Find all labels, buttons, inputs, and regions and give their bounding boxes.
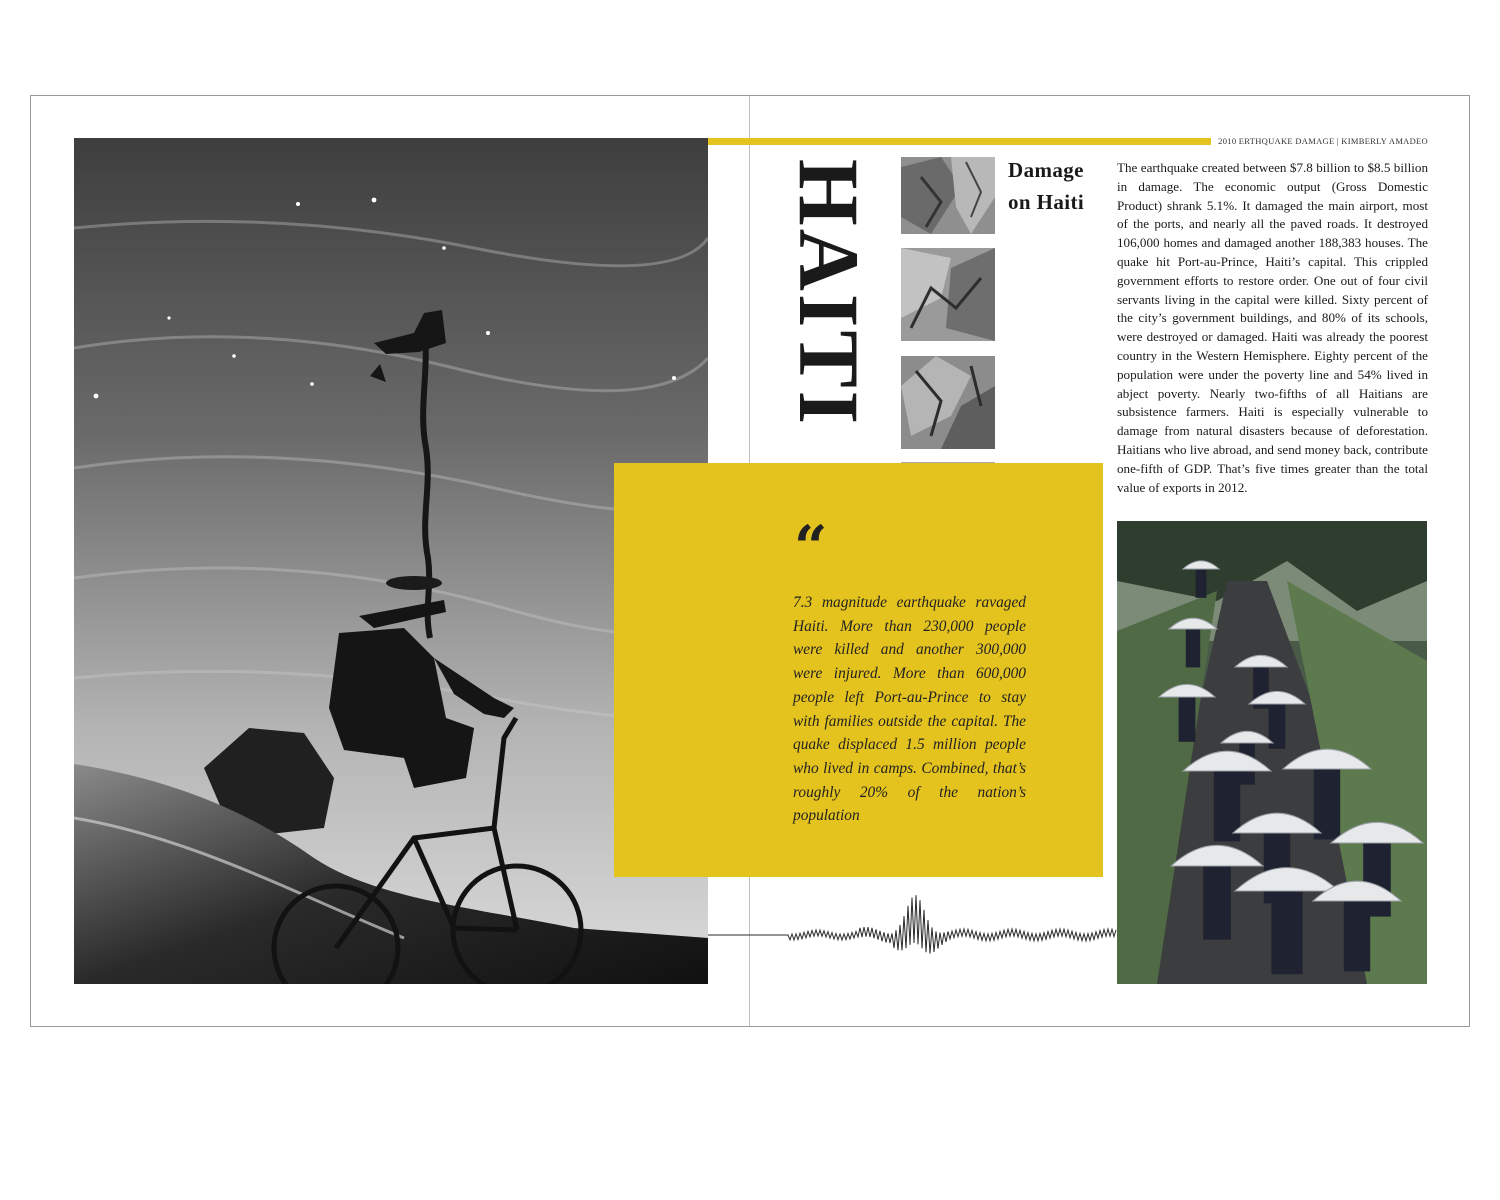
rubble-photo-1 xyxy=(901,157,995,234)
umbrella-person xyxy=(1314,769,1340,839)
haiti-title-block xyxy=(781,140,877,445)
umbrella-person xyxy=(1196,569,1207,598)
heading-line-1: Damage xyxy=(1008,158,1084,182)
quote-mark-icon: “ xyxy=(794,513,828,581)
umbrella-person xyxy=(1344,901,1370,971)
article-body: The earthquake created between $7.8 billion to $8.5 billion in damage. The economic output (Gross Domestic Product) shrank 5.1%. It damaged the main airport, most of the ports, and nearly all the paved roads. It destroyed 106,000 homes and damaged another 188,383 houses. The quake hit Port-au-Prince, Haiti’s capital. This crippled government efforts to restore order. One out of four civil servants living in the capital were killed. Sixty percent of the city’s government buildings, and 80% of its schools, were destroyed or damaged. Haiti was already the poorest country in the Western Hemisphere. Eighty percent of the population were under the poverty line and 54% lived in abject poverty. Nearly two-fifths of all Haitians are subsistence farmers. Haiti is especially vulnerable to damage from natural disasters because of deforestation. Haitians who live abroad, and send money back, contribute one-fifth of GDP. That’s five times greater than the total value of exports in 2012. xyxy=(1117,160,1428,495)
accent-rule xyxy=(708,138,1211,145)
rubble-photo-2 xyxy=(901,248,995,341)
umbrella-person xyxy=(1179,697,1196,742)
pull-quote-text: 7.3 magnitude earthquake ravaged Haiti. More than 230,000 people were killed and another 300,000 were injured. More than 600,000 people left Port-au-Prince to stay with families outside the capital. The quake displaced 1.5 million people who lived in camps. Combined, that’s roughly 20% of the nation’s population xyxy=(793,594,1026,825)
umbrella-crowd-photo xyxy=(1117,521,1427,984)
umbrella-person xyxy=(1271,891,1302,974)
rubble-photo-3 xyxy=(901,356,995,449)
vertical-title: HAITI xyxy=(781,158,877,427)
running-head: 2010 ERTHQUAKE DAMAGE | KIMBERLY AMADEO xyxy=(1218,136,1428,146)
umbrella-person xyxy=(1203,866,1231,940)
seismograph-wave-icon xyxy=(708,895,1117,975)
heading-line-2: on Haiti xyxy=(1008,190,1085,214)
article-heading xyxy=(1008,154,1120,218)
umbrella-person xyxy=(1186,629,1200,667)
cyclist-reflection-photo xyxy=(74,138,708,984)
